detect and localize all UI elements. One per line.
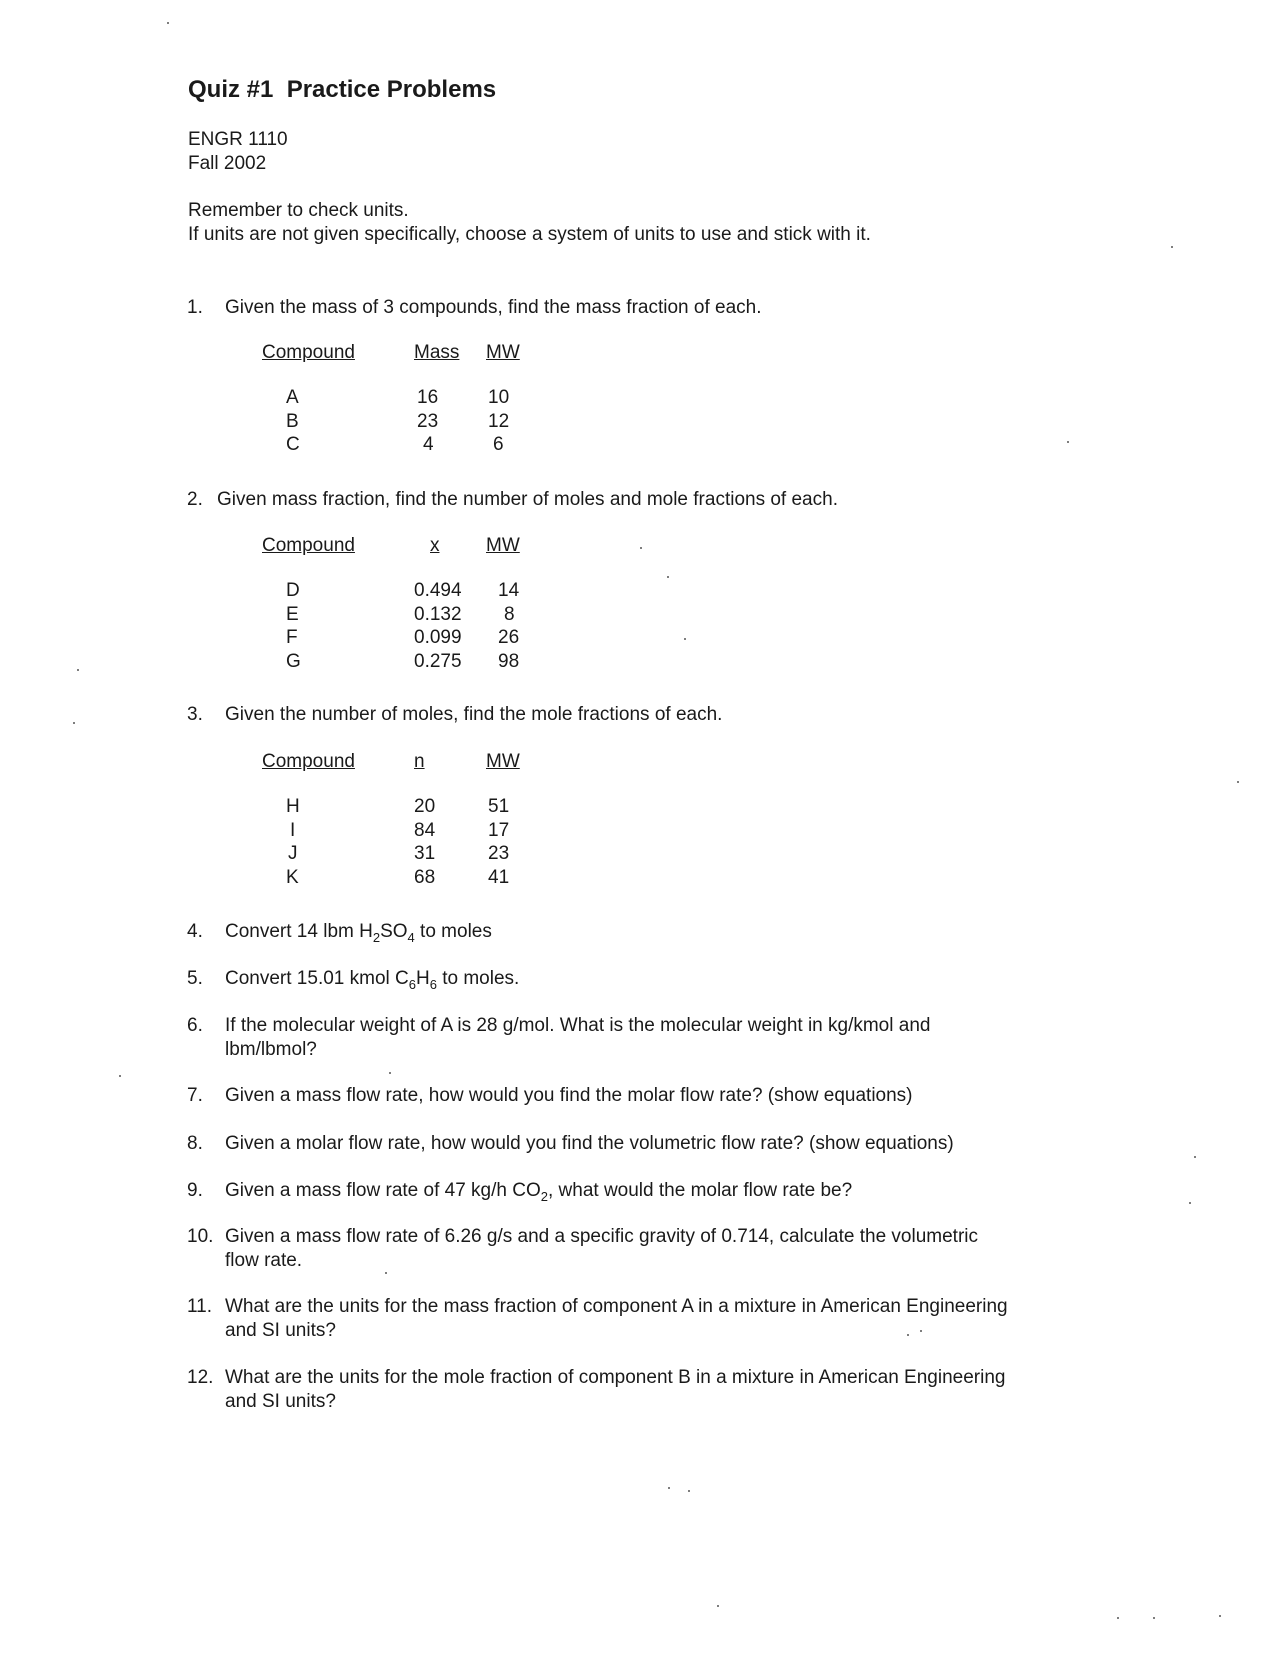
cell-n: 68 — [414, 866, 436, 888]
scan-speck — [389, 1072, 391, 1074]
problem-number: 1. — [187, 297, 203, 318]
cell-mw: 26 — [498, 627, 520, 648]
cell-mw: 6 — [493, 434, 504, 455]
problem-text: Given mass fraction, find the number of moles and mole fractions of each. — [217, 489, 838, 510]
table-row — [262, 579, 562, 603]
cell-x: 0.099 — [414, 627, 462, 648]
scan-speck — [667, 576, 669, 578]
cell-compound: F — [286, 627, 298, 648]
cell-mw: 8 — [504, 603, 515, 625]
cell-mass: 23 — [417, 410, 439, 432]
cell-compound: H — [286, 796, 300, 817]
scan-speck — [385, 1272, 387, 1274]
problem-number: 10. — [187, 1226, 214, 1247]
col-header-n: n — [414, 751, 425, 772]
scan-speck — [1189, 1202, 1191, 1204]
cell-mw: 98 — [498, 650, 520, 672]
problem-text-line-2: lbm/lbmol? — [225, 1039, 317, 1060]
scan-speck — [920, 1330, 922, 1332]
table-row — [262, 410, 562, 434]
scan-speck — [717, 1605, 719, 1607]
intro-line-2: If units are not given specifically, choose a system of units to use and stick with it. — [188, 224, 871, 245]
intro-line-1: Remember to check units. — [188, 200, 409, 221]
problem-text: Given a mass flow rate of 47 kg/h $CO_2$, what would the molar flow rate be? — [225, 1180, 853, 1204]
scan-speck — [1067, 441, 1069, 443]
col-header-mw: MW — [486, 535, 520, 556]
table-row — [262, 866, 562, 890]
cell-mw: 41 — [488, 866, 510, 888]
scan-speck — [77, 669, 79, 671]
problem-text-line-1: What are the units for the mass fraction of component A in a mixture in American Engineering — [225, 1296, 1008, 1317]
cell-x: 0.132 — [414, 603, 462, 625]
cell-compound: E — [286, 603, 299, 625]
table-body — [262, 795, 562, 889]
scan-speck — [167, 22, 169, 24]
problem-text-line-2: flow rate. — [225, 1250, 303, 1271]
table-row — [262, 819, 562, 843]
scan-speck — [907, 1334, 909, 1336]
col-header-mass: Mass — [414, 342, 460, 363]
problem-text: Given the number of moles, find the mole fractions of each. — [225, 704, 723, 725]
cell-compound: J — [288, 843, 298, 864]
cell-n: 31 — [414, 843, 436, 864]
problem-text: Convert 14 lbm $H_2SO_4$ to moles — [225, 921, 492, 945]
cell-mw: 14 — [498, 580, 520, 601]
cell-compound: A — [286, 387, 299, 408]
problem-number: 5. — [187, 968, 203, 989]
problem-text: Given the mass of 3 compounds, find the mass fraction of each. — [225, 297, 762, 318]
cell-mw: 12 — [488, 410, 510, 432]
scan-speck — [668, 1487, 670, 1489]
scan-speck — [73, 722, 75, 724]
cell-x: 0.494 — [414, 580, 462, 601]
cell-compound: C — [286, 434, 300, 455]
problem-number: 9. — [187, 1180, 203, 1201]
problem-text: Convert 15.01 kmol $C_6H_6$ to moles. — [225, 968, 520, 992]
table-row — [262, 795, 562, 819]
col-header-x: x — [430, 535, 440, 556]
cell-mw: 10 — [488, 387, 510, 408]
problem-number: 8. — [187, 1133, 203, 1154]
scan-speck — [640, 547, 642, 549]
problem-number: 11. — [187, 1296, 213, 1317]
table-row — [262, 386, 562, 410]
cell-mw: 51 — [488, 796, 510, 817]
scan-speck — [1153, 1617, 1155, 1619]
course-code: ENGR 1110 — [188, 129, 288, 150]
col-header-compound: Compound — [262, 751, 355, 772]
problem-number: 2. — [187, 489, 203, 510]
problem-number: 3. — [187, 704, 203, 725]
scan-speck — [688, 1490, 690, 1492]
col-header-compound: Compound — [262, 535, 355, 556]
col-header-compound: Compound — [262, 342, 355, 363]
scan-speck — [1117, 1617, 1119, 1619]
scan-speck — [119, 1075, 121, 1077]
problem-text-line-1: If the molecular weight of A is 28 g/mol. What is the molecular weight in kg/kmol and — [225, 1015, 931, 1036]
cell-n: 84 — [414, 819, 436, 841]
scan-speck — [1194, 1156, 1196, 1158]
problem-number: 7. — [187, 1085, 203, 1106]
cell-compound: I — [290, 819, 296, 841]
problem-text-line-1: Given a mass flow rate of 6.26 g/s and a specific gravity of 0.714, calculate the volumetric — [225, 1226, 978, 1247]
table-body — [262, 386, 562, 457]
problem-number: 12. — [187, 1367, 214, 1388]
problem-text-line-1: What are the units for the mole fraction of component B in a mixture in American Engineering — [225, 1367, 1006, 1388]
scan-speck — [1219, 1615, 1221, 1617]
problem-text: Given a mass flow rate, how would you find the molar flow rate? (show equations) — [225, 1085, 913, 1106]
table-row — [262, 603, 562, 627]
problem-number: 4. — [187, 921, 203, 942]
cell-mass: 4 — [423, 434, 434, 455]
scan-speck — [684, 638, 686, 640]
term: Fall 2002 — [188, 153, 267, 174]
scan-speck — [1171, 246, 1173, 248]
cell-n: 20 — [414, 796, 436, 817]
cell-compound: B — [286, 410, 299, 432]
problem-text-line-2: and SI units? — [225, 1391, 336, 1412]
table-row — [262, 433, 562, 457]
cell-x: 0.275 — [414, 650, 462, 672]
problem-text: Given a molar flow rate, how would you find the volumetric flow rate? (show equations) — [225, 1133, 954, 1154]
cell-mw: 17 — [488, 819, 510, 841]
cell-mw: 23 — [488, 843, 510, 864]
table-row — [262, 626, 562, 650]
problem-text-line-2: and SI units? — [225, 1320, 336, 1341]
cell-compound: K — [286, 866, 299, 888]
cell-mass: 16 — [417, 387, 439, 408]
table-row — [262, 842, 562, 866]
problem-number: 6. — [187, 1015, 203, 1036]
scan-speck — [1237, 781, 1239, 783]
col-header-mw: MW — [486, 342, 520, 363]
cell-compound: G — [286, 650, 301, 672]
table-body — [262, 579, 562, 673]
col-header-mw: MW — [486, 751, 520, 772]
cell-compound: D — [286, 580, 300, 601]
table-row — [262, 650, 562, 674]
page-title: Quiz #1 Practice Problems — [188, 76, 497, 103]
